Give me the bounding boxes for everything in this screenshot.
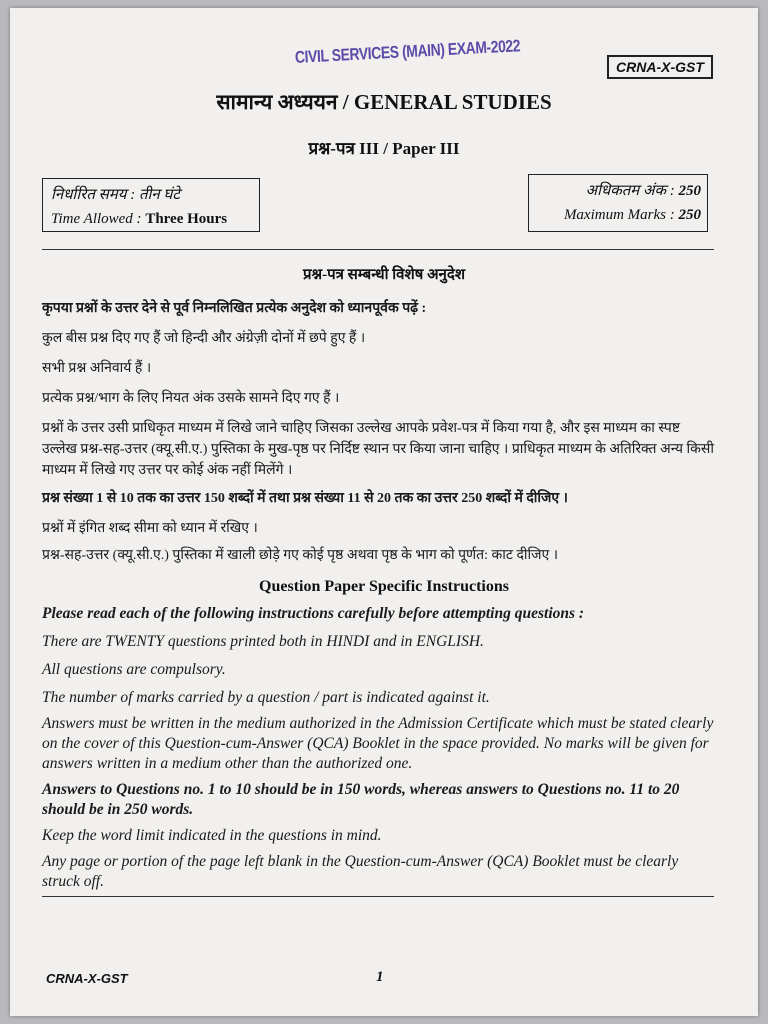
hindi-instructions-heading: प्रश्न-पत्र सम्बन्धी विशेष अनुदेश [302, 267, 466, 283]
marks-hindi-line [535, 179, 701, 203]
paper-subtitle: प्रश्न-पत्र III / Paper III [308, 139, 460, 158]
english-item-7: Any page or portion of the page left blank in the Question-cum-Answer (QCA) Booklet must be clearly struck off. [42, 853, 679, 890]
hindi-item-3: प्रत्येक प्रश्न/भाग के लिए नियत अंक उसके सामने दिए गए हैं । [42, 391, 340, 406]
time-hindi-value: तीन घंटे [138, 187, 180, 203]
time-english-line [51, 207, 251, 231]
hindi-item-6: प्रश्नों में इंगित शब्द सीमा को ध्यान में रखिए । [42, 521, 258, 536]
hindi-lead: कृपया प्रश्नों के उत्तर देने से पूर्व निम्नलिखित प्रत्येक अनुदेश को ध्यानपूर्वक पढ़ें : [42, 301, 427, 316]
page-number: 1 [376, 969, 384, 985]
marks-hindi-label: अधिकतम अंक : [585, 183, 675, 199]
hindi-item-5: प्रश्न संख्या 1 से 10 तक का उत्तर 150 शब्दों में तथा प्रश्न संख्या 11 से 20 तक का उत्तर 250 शब्दों में दीजिए । [42, 491, 568, 506]
time-allowed-box [42, 178, 260, 232]
marks-english-value: 250 [678, 207, 701, 223]
exam-stamp: CIVIL SERVICES (MAIN) EXAM-2022 [294, 36, 521, 67]
time-hindi-label: निर्धारित समय : [51, 187, 136, 203]
time-english-value: Three Hours [145, 211, 228, 227]
hindi-item-7: प्रश्न-सह-उत्तर (क्यू.सी.ए.) पुस्तिका में खाली छोड़े गए कोई पृष्ठ अथवा पृष्ठ के भाग को पूर्णत: काट दीजिए । [42, 548, 559, 563]
hindi-item-2: सभी प्रश्न अनिवार्य हैं । [42, 361, 152, 376]
hindi-item-4: प्रश्नों के उत्तर उसी प्राधिकृत माध्यम में लिखे जाने चाहिए जिसका उल्लेख आपके प्रवेश-पत्र में किया गया है, और इस माध्यम का स्पष्ट उल्लेख प्रश्न-सह-उत्तर (क्यू.सी.ए.) पुस्तिका के मुख-पृष्ठ पर निर्दिष्ट स्थान पर किया जाना चाहिए । प्राधिकृत माध्यम के अतिरिक्त अन्य किसी माध्यम में लिखे गए उत्तर पर कोई अंक नहीं मिलेंगे । [42, 421, 714, 478]
english-instructions-heading: Question Paper Specific Instructions [259, 578, 509, 595]
time-english-label: Time Allowed : [51, 211, 142, 227]
footer-paper-code: CRNA-X-GST [46, 971, 128, 986]
paper-code-box: CRNA-X-GST [607, 55, 713, 79]
time-hindi-line [51, 183, 251, 207]
hindi-item-1: कुल बीस प्रश्न दिए गए हैं जो हिन्दी और अंग्रेज़ी दोनों में छपे हुए हैं । [42, 331, 366, 346]
marks-english-label: Maximum Marks : [563, 207, 675, 223]
maximum-marks-box [528, 174, 708, 232]
page-title: सामान्य अध्ययन / GENERAL STUDIES [216, 90, 552, 114]
english-item-6: Keep the word limit indicated in the questions in mind. [42, 827, 382, 844]
exam-page [10, 8, 758, 1016]
marks-english-line [535, 203, 701, 227]
english-item-1: There are TWENTY questions printed both in HINDI and in ENGLISH. [42, 633, 484, 650]
divider-bottom [42, 896, 714, 897]
english-item-2: All questions are compulsory. [42, 661, 226, 678]
english-item-5: Answers to Questions no. 1 to 10 should be in 150 words, whereas answers to Questions no. 11 to 20 should be in 250 words. [42, 781, 680, 818]
divider-top [42, 249, 714, 250]
english-lead: Please read each of the following instructions carefully before attempting questions : [42, 605, 585, 622]
marks-hindi-value: 250 [678, 183, 701, 199]
english-item-3: The number of marks carried by a question / part is indicated against it. [42, 689, 490, 706]
english-item-4: Answers must be written in the medium authorized in the Admission Certificate which must be stated clearly on the cover of this Question-cum-Answer (QCA) Booklet in the space provided. No marks will be given for answers written in a medium other than the authorized one. [42, 715, 714, 772]
